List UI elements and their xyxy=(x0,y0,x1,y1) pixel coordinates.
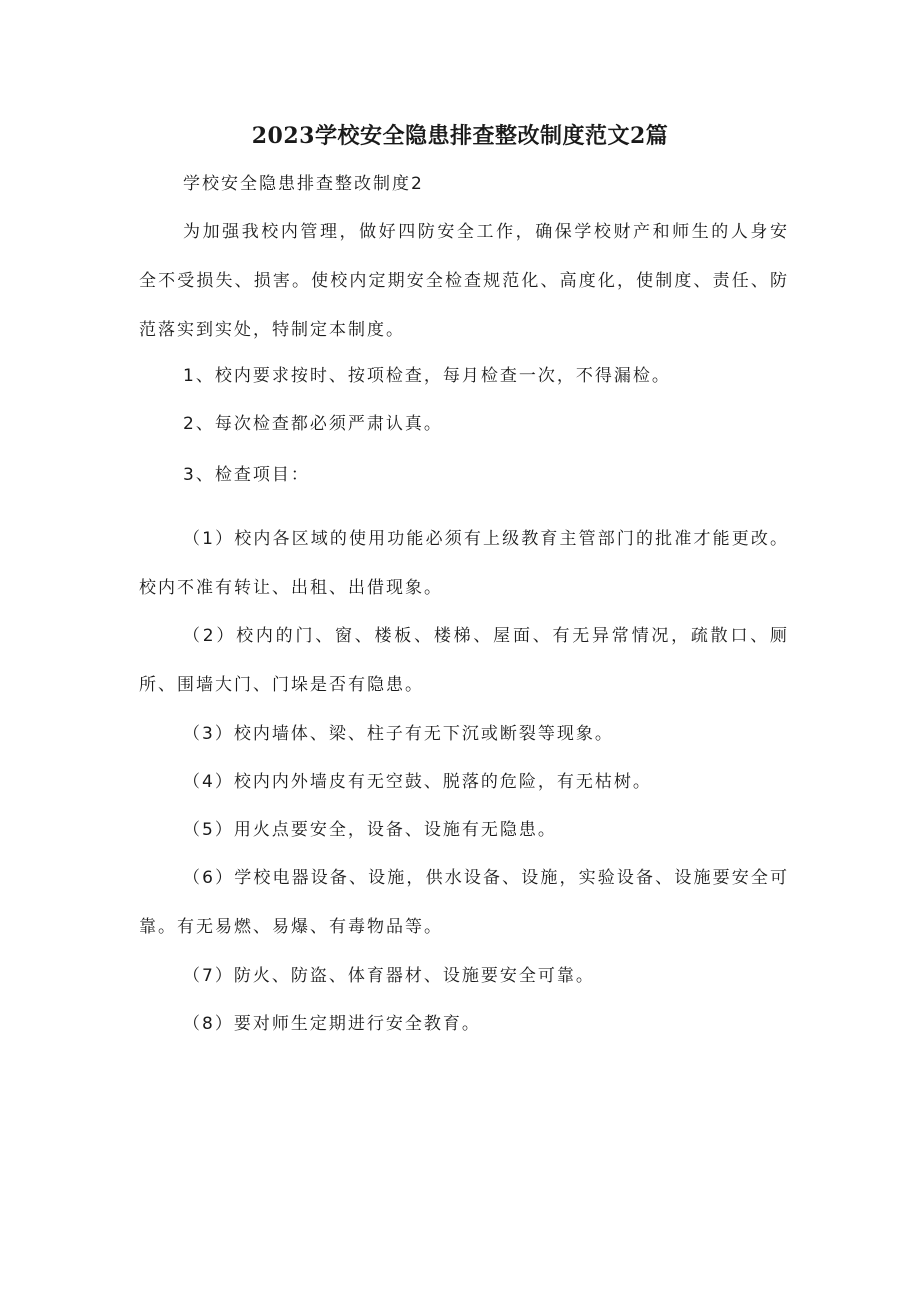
check-item-1: （1）校内各区域的使用功能必须有上级教育主管部门的批准才能更改。校内不准有转让、出租、出借现象。 xyxy=(139,529,789,598)
intro-paragraph: 为加强我校内管理，做好四防安全工作，确保学校财产和师生的人身安全不受损失、损害。使校内定期安全检查规范化、高度化，使制度、责任、防范落实到实处，特制定本制度。 xyxy=(139,222,789,340)
check-item-5: （5）用火点要安全，设备、设施有无隐患。 xyxy=(183,820,557,840)
rule-1: 1、校内要求按时、按项检查，每月检查一次，不得漏检。 xyxy=(183,366,671,386)
check-item-7: （7）防火、防盗、体育器材、设施要安全可靠。 xyxy=(183,966,595,986)
check-item-4: （4）校内内外墙皮有无空鼓、脱落的危险，有无枯树。 xyxy=(183,772,652,792)
rule-3: 3、检查项目： xyxy=(183,465,310,485)
check-item-3: （3）校内墙体、梁、柱子有无下沉或断裂等现象。 xyxy=(183,724,614,744)
document-title: 2023学校安全隐患排查整改制度范文2篇 xyxy=(251,123,669,149)
rule-2: 2、每次检查都必须严肃认真。 xyxy=(183,414,443,434)
document-subtitle: 学校安全隐患排查整改制度2 xyxy=(183,174,424,194)
check-item-8: （8）要对师生定期进行安全教育。 xyxy=(183,1014,481,1034)
check-item-2: （2）校内的门、窗、楼板、楼梯、屋面、有无异常情况，疏散口、厕所、围墙大门、门垛是否有隐患。 xyxy=(139,626,789,695)
check-item-6: （6）学校电器设备、设施，供水设备、设施，实验设备、设施要安全可靠。有无易燃、易爆、有毒物品等。 xyxy=(139,868,789,937)
